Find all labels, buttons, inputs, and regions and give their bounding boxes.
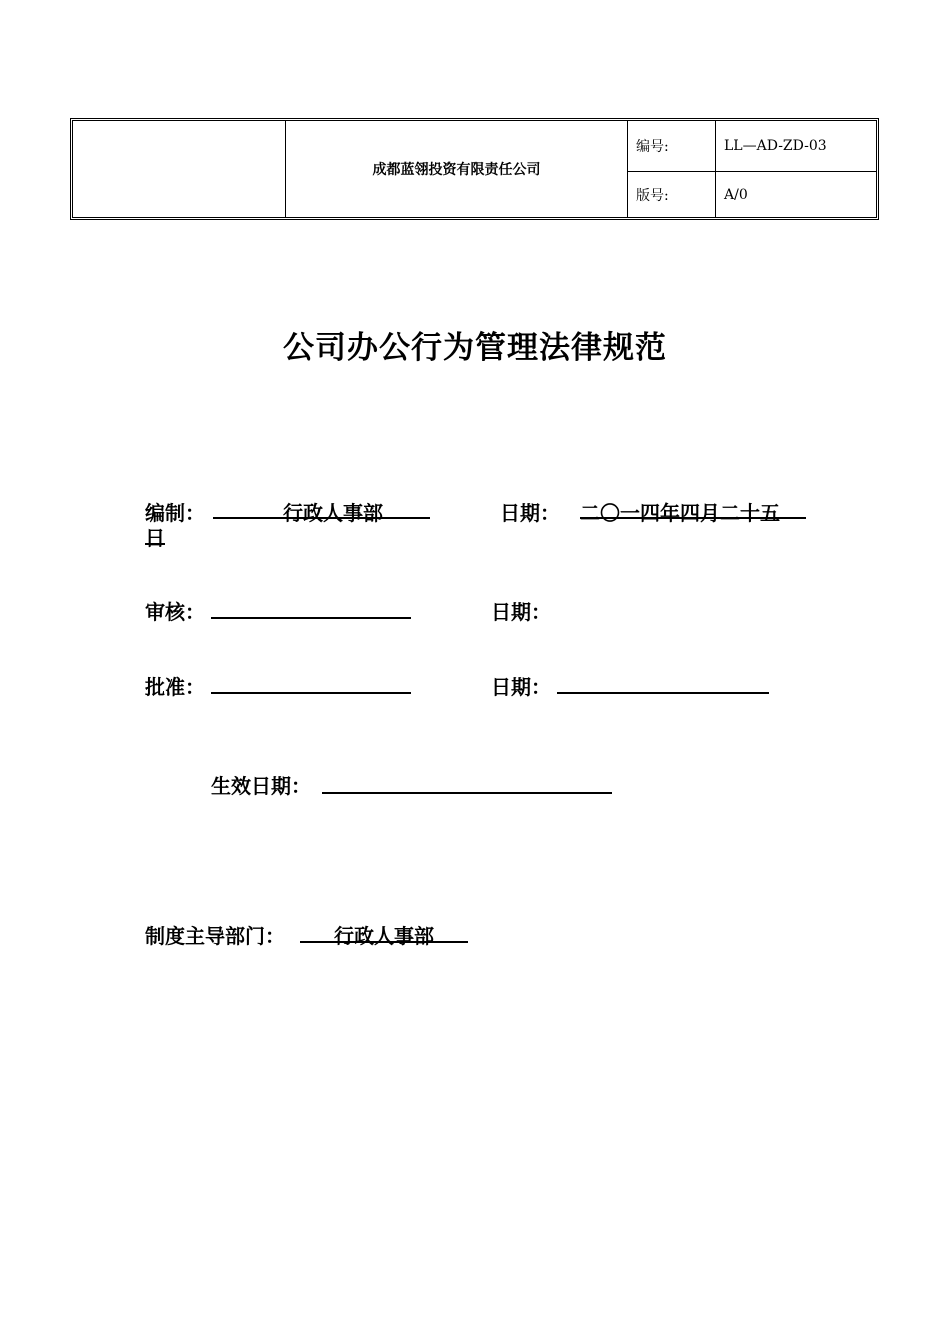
- date1-label: 日期：: [500, 501, 560, 525]
- version-value: A/0: [724, 186, 748, 203]
- date1-wrap-underline: [145, 543, 165, 545]
- review-underline: [211, 617, 411, 619]
- document-title: 公司办公行为管理法律规范: [283, 330, 667, 366]
- compiler-value: 行政人事部: [283, 501, 383, 525]
- version-label: 版号:: [628, 172, 716, 217]
- document-header-table: [70, 118, 879, 220]
- company-name: 成都蓝翎投资有限责任公司: [286, 121, 628, 217]
- date3-label: 日期：: [491, 675, 551, 699]
- approve-underline: [211, 692, 411, 694]
- date1-wrap: 日: [145, 526, 165, 550]
- date2-label: 日期：: [491, 600, 551, 624]
- dept-value: 行政人事部: [334, 924, 434, 948]
- dept-label: 制度主导部门：: [145, 924, 285, 948]
- code-label: 编号:: [628, 121, 716, 172]
- compiler-label: 编制：: [145, 501, 205, 525]
- approve-label: 批准：: [145, 675, 205, 699]
- date3-underline: [557, 692, 769, 694]
- code-value: LL—AD-ZD-03: [716, 121, 876, 172]
- review-label: 审核：: [145, 600, 205, 624]
- date1-value: 二〇一四年四月二十五: [580, 501, 780, 525]
- effective-date-label: 生效日期：: [211, 774, 311, 798]
- effective-date-underline: [322, 792, 612, 794]
- logo-cell: [73, 121, 286, 217]
